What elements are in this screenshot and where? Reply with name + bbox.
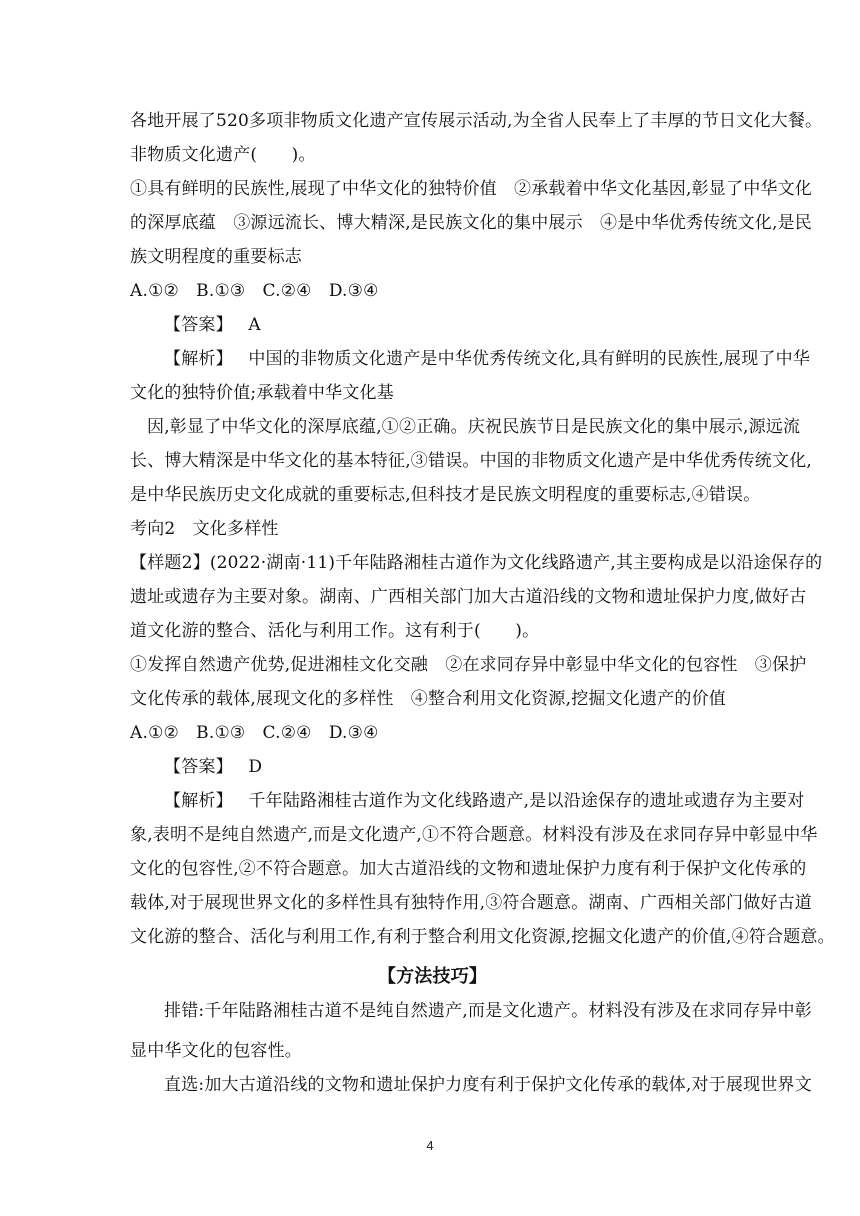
text-line — [130, 546, 823, 580]
line-text: 中国的非物质文化遗产是中华优秀传统文化,具有鲜明的民族性,展现了中华 — [248, 349, 811, 369]
text-line — [130, 410, 801, 444]
line-text: 是中华民族历史文化成就的重要标志,但科技才是民族文明程度的重要标志,④错误。 — [130, 485, 761, 505]
text-line — [130, 580, 807, 614]
section-heading — [130, 960, 735, 994]
line-text: 道文化游的整合、活化与利用工作。这有利于( )。 — [130, 621, 540, 641]
line-text: 【方法技巧】 — [377, 966, 488, 987]
line-text: 载体,对于展现世界文化的多样性具有独特作用,③符合题意。湖南、广西相关部门做好古道 — [130, 893, 813, 913]
text-line — [130, 444, 813, 478]
line-text: 非物质文化遗产( )。 — [130, 145, 316, 165]
line-text: 文化传承的载体,展现文化的多样性 ④整合利用文化资源,挖掘文化遗产的价值 — [130, 689, 727, 709]
text-line — [130, 1034, 735, 1068]
line-label: 【答案】 — [164, 315, 233, 335]
text-line — [130, 682, 735, 716]
line-text: 【样题2】(2022·湖南·11)千年陆路湘桂古道作为文化线路遗产,其主要构成是以沿途保存的 — [130, 553, 823, 573]
text-line — [130, 240, 735, 274]
line-text: 因,彰显了中华文化的深厚底蕴,①②正确。庆祝民族节日是民族文化的集中展示,源远流 — [147, 417, 801, 437]
line-text: A — [248, 315, 261, 335]
text-line — [130, 852, 807, 886]
text-line — [130, 512, 735, 546]
line-text: 族文明程度的重要标志 — [130, 247, 302, 267]
line-text: 显中华文化的包容性。 — [130, 1041, 302, 1061]
line-label: 【解析】 — [164, 349, 233, 369]
text-line — [130, 614, 735, 648]
line-text: A.①② B.①③ C.②④ D.③④ — [130, 281, 379, 301]
text-line — [130, 308, 735, 342]
text-line — [130, 206, 813, 240]
line-text: 排错:千年陆路湘桂古道不是纯自然遗产,而是文化遗产。材料没有涉及在求同存异中彰 — [164, 1001, 812, 1021]
text-line — [130, 886, 813, 920]
line-text: 千年陆路湘桂古道作为文化线路遗产,是以沿途保存的遗址或遗存为主要对 — [248, 791, 805, 811]
text-line — [130, 750, 735, 784]
line-text: 各地开展了520多项非物质文化遗产宣传展示活动,为全省人民奉上了丰厚的节日文化大餐。 — [130, 111, 823, 131]
line-text: 文化的包容性,②不符合题意。加大古道沿线的文物和遗址保护力度有利于保护文化传承的 — [130, 859, 807, 879]
line-text: 考向2 文化多样性 — [130, 519, 279, 539]
text-line — [130, 172, 813, 206]
text-line — [130, 1068, 812, 1102]
text-line — [130, 648, 807, 682]
line-text: ①发挥自然遗产优势,促进湘桂文化交融 ②在求同存异中彰显中华文化的包容性 ③保护 — [130, 655, 807, 675]
text-line — [130, 478, 761, 512]
line-text: D — [248, 757, 263, 777]
text-line — [130, 104, 823, 138]
line-text: 遗址或遗存为主要对象。湖南、广西相关部门加大古道沿线的文物和遗址保护力度,做好古 — [130, 587, 807, 607]
text-line — [130, 138, 735, 172]
document-body — [130, 104, 835, 1102]
text-line — [130, 994, 812, 1028]
text-line — [130, 274, 735, 308]
line-text: 直选:加大古道沿线的文物和遗址保护力度有利于保护文化传承的载体,对于展现世界文 — [164, 1075, 812, 1095]
text-line — [130, 784, 805, 818]
line-label: 【解析】 — [164, 791, 233, 811]
line-text: 长、博大精深是中华文化的基本特征,③错误。中国的非物质文化遗产是中华优秀传统文化, — [130, 451, 813, 471]
line-text: 文化游的整合、活化与利用工作,有利于整合利用文化资源,挖掘文化遗产的价值,④符合题意。 — [130, 927, 835, 947]
text-line — [130, 376, 735, 410]
text-line — [130, 920, 835, 954]
line-text: 的深厚底蕴 ③源远流长、博大精深,是民族文化的集中展示 ④是中华优秀传统文化,是民 — [130, 213, 813, 233]
line-text: 文化的独特价值;承载着中华文化基 — [130, 383, 394, 403]
line-label: 【答案】 — [164, 757, 233, 777]
text-line — [130, 342, 811, 376]
line-text: ①具有鲜明的民族性,展现了中华文化的独特价值 ②承载着中华文化基因,彰显了中华文化 — [130, 179, 813, 199]
text-line — [130, 818, 818, 852]
page-number: 4 — [426, 1138, 434, 1153]
text-line — [130, 716, 735, 750]
line-text: A.①② B.①③ C.②④ D.③④ — [130, 723, 379, 743]
line-text: 象,表明不是纯自然遗产,而是文化遗产,①不符合题意。材料没有涉及在求同存异中彰显中华 — [130, 825, 818, 845]
